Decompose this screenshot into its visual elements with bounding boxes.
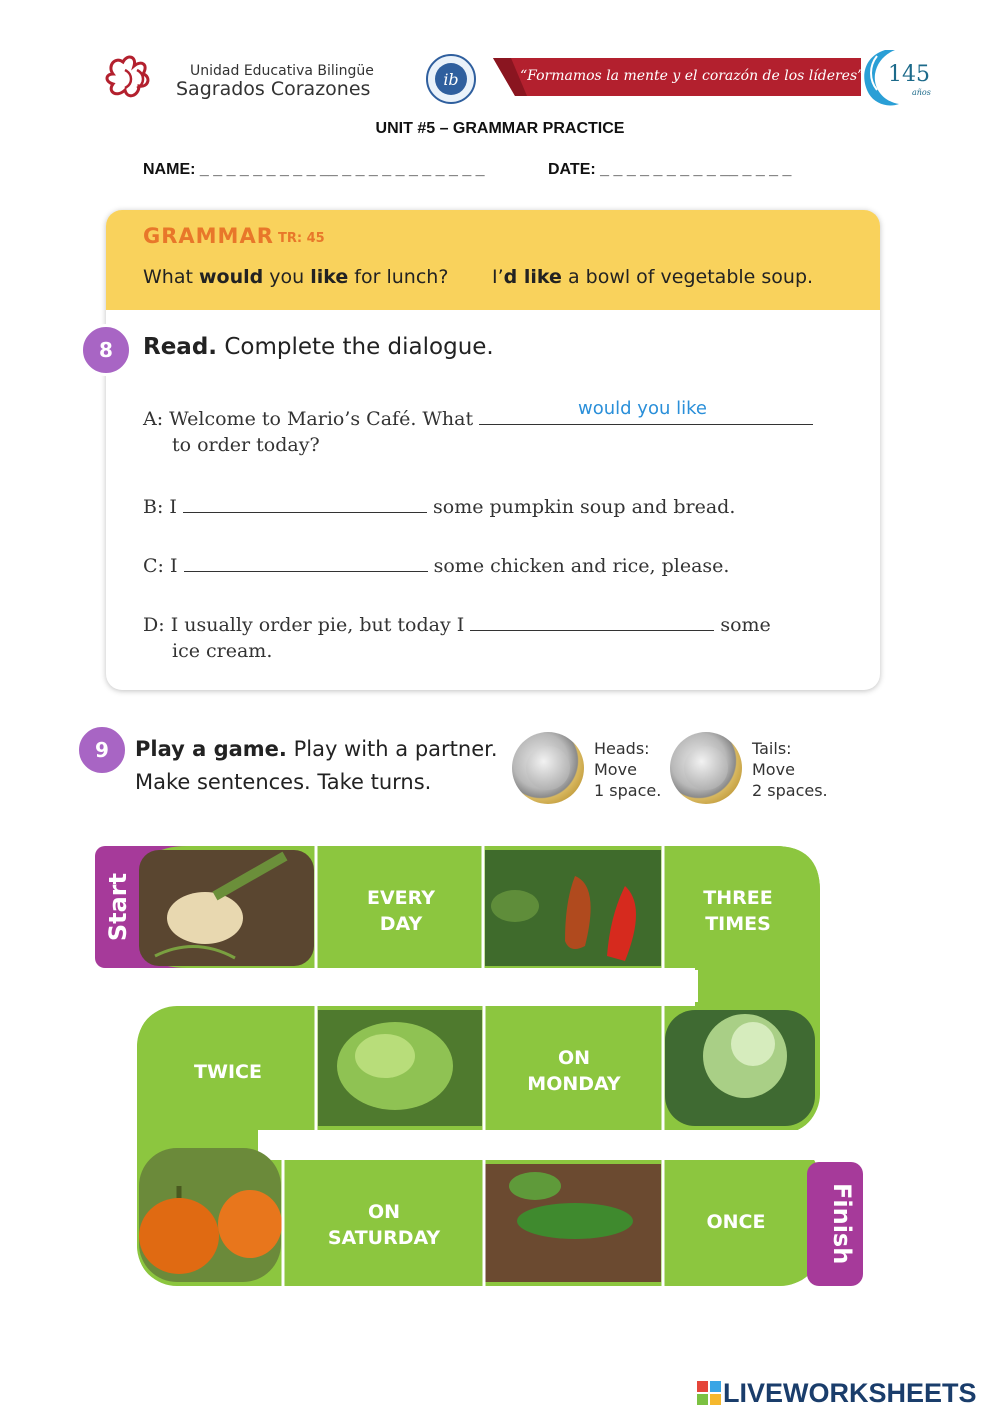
coin-tails-icon xyxy=(670,732,742,804)
svg-text:ib: ib xyxy=(443,70,459,89)
exercise-number-badge: 9 xyxy=(76,724,128,776)
answer-blank-d[interactable] xyxy=(470,612,714,631)
grammar-example-question: What would you like for lunch? xyxy=(143,266,449,288)
worksheet-title: UNIT #5 – GRAMMAR PRACTICE xyxy=(375,120,625,137)
dialogue-line-a: A: Welcome to Mario’s Café. What xyxy=(143,406,813,430)
finish-label: Finish xyxy=(828,1183,856,1265)
anniversary-suffix: años xyxy=(912,88,931,97)
peppers-photo xyxy=(485,850,661,966)
cucumber-photo xyxy=(485,1164,661,1282)
heads-rule: Heads: Move 1 space. xyxy=(594,739,662,800)
tile-on-monday: ON MONDAY xyxy=(527,1047,621,1095)
tile-three-times: THREE TIMES xyxy=(703,887,773,935)
coin-heads-icon xyxy=(512,732,584,804)
dialogue-line-d-continuation: ice cream. xyxy=(172,640,273,662)
tile-every-day: EVERY DAY xyxy=(366,887,435,935)
tile-twice: TWICE xyxy=(194,1061,262,1083)
dialogue-line-b: B: I some pumpkin soup and bread. xyxy=(143,496,736,518)
anniversary-number: 145 xyxy=(888,62,930,87)
answer-blank-b[interactable] xyxy=(183,494,427,513)
school-name-line2: Sagrados Corazones xyxy=(176,78,371,100)
dialogue-line-c: C: I some chicken and rice, please. xyxy=(143,555,730,577)
exercise-9-heading: Play a game. Play with a partner. Make sentences. Take turns. xyxy=(135,737,498,794)
start-label: Start xyxy=(104,872,132,942)
ib-logo-icon xyxy=(422,53,480,105)
school-name-line1: Unidad Educativa Bilingüe xyxy=(190,63,374,79)
answer-blank-c[interactable] xyxy=(184,553,428,572)
date-field[interactable]: DATE: _ _ _ _ _ _ _ _ _ __ _ _ _ _ xyxy=(548,161,792,178)
onion-photo xyxy=(139,850,314,966)
dialogue-line-d: D: I usually order pie, but today I some xyxy=(143,614,771,636)
tile-on-saturday: ON SATURDAY xyxy=(327,1201,441,1249)
tile-once: ONCE xyxy=(706,1211,766,1233)
cabbage-photo xyxy=(665,1010,815,1126)
track-number: TR: 45 xyxy=(278,231,325,246)
grammar-example-answer: I’d like a bowl of vegetable soup. xyxy=(492,266,814,288)
liveworksheets-logo-icon xyxy=(697,1381,721,1405)
exercise-8-heading: Read. Complete the dialogue. xyxy=(143,334,494,360)
lettuce-photo xyxy=(318,1010,482,1126)
tails-rule: Tails: Move 2 spaces. xyxy=(752,739,828,800)
school-motto: “Formamos la mente y el corazón de los líderes” xyxy=(520,68,865,84)
footer-brand: LIVEWORKSHEETS xyxy=(723,1378,977,1408)
answer-text-a[interactable]: would you like xyxy=(578,398,707,419)
school-crest-icon xyxy=(103,52,165,104)
exercise-number-badge: 8 xyxy=(80,324,132,376)
name-field[interactable]: NAME: _ _ _ _ _ _ _ _ _ __ _ _ _ _ _ _ _ _ _ _ _ xyxy=(143,161,485,178)
dialogue-line-a-continuation: to order today? xyxy=(172,434,320,456)
grammar-label: GRAMMAR xyxy=(143,224,274,248)
pumpkins-photo xyxy=(139,1148,282,1282)
